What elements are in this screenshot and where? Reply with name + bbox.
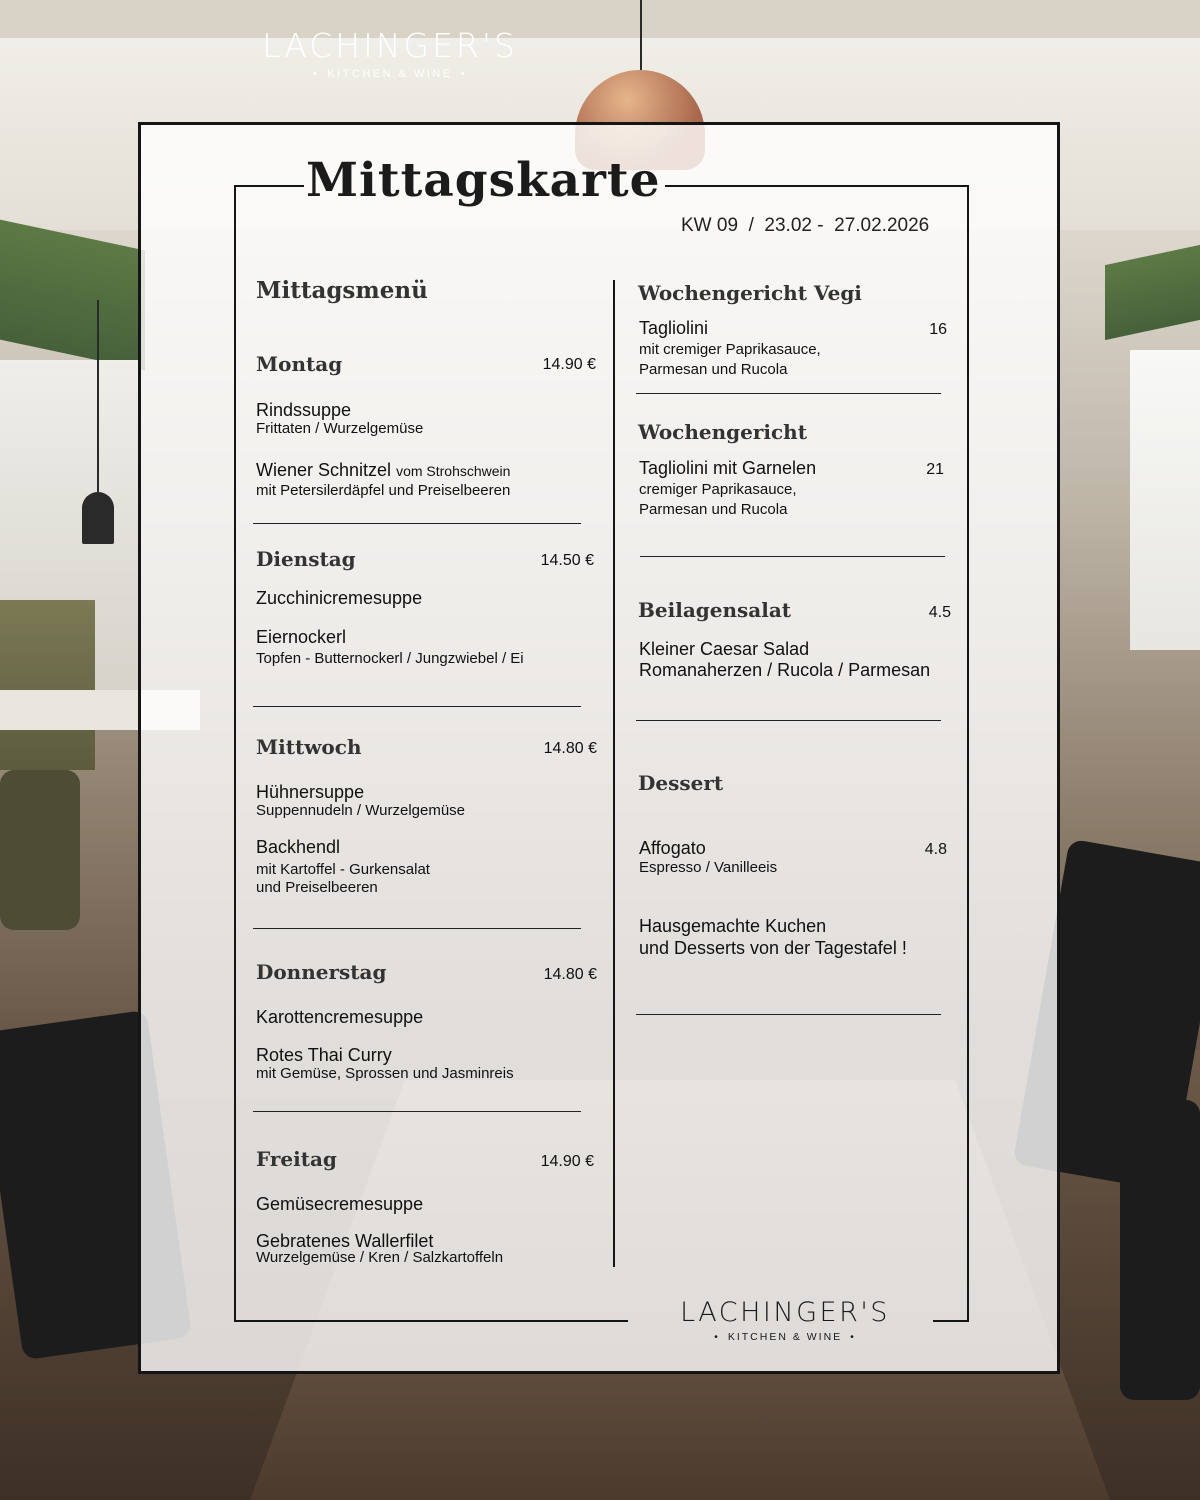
chair-right-front (1120, 1100, 1200, 1400)
bench-left (0, 600, 95, 770)
weekly-description: cremiger Paprikasauce, Parmesan und Rucola (639, 481, 797, 518)
pendant-cord (97, 300, 99, 492)
side-salad-dish: Kleiner Caesar Salad (639, 639, 810, 659)
weekly-vegi-price: 16 (929, 321, 947, 338)
day-heading: Donnerstag (256, 960, 387, 984)
day-heading: Dienstag (256, 547, 356, 571)
soup-name: Zucchinicremesuppe (256, 588, 423, 608)
main-dish-description: mit Kartoffel - Gurkensalat und Preiselbeeren (256, 861, 430, 896)
separator (253, 1111, 581, 1112)
soup-name: Gemüsecremesuppe (256, 1194, 424, 1214)
acoustic-panel-left (0, 220, 145, 371)
main-dish-description: mit Petersilerdäpfel und Preiselbeeren (256, 482, 511, 499)
dessert-note: Hausgemachte Kuchen und Desserts von der Tagestafel ! (639, 916, 907, 958)
separator (636, 720, 941, 721)
logo-wordmark: LACHINGER'S (680, 1297, 890, 1328)
logo-dot: • (460, 68, 468, 80)
logo-tagline: KITCHEN & WINE (727, 1331, 843, 1343)
day-heading: Mittwoch (256, 735, 362, 759)
window-right (1130, 350, 1200, 650)
separator (636, 1014, 941, 1015)
weekly-price: 21 (926, 461, 944, 478)
day-price: 14.80 € (543, 966, 597, 983)
soup-name: Rindssuppe (256, 400, 352, 420)
pendant-lamp (82, 492, 114, 544)
dessert-price: 4.8 (924, 841, 947, 858)
side-salad-description: Romanaherzen / Rucola / Parmesan (639, 660, 931, 680)
column-divider (613, 280, 615, 1267)
frame-line (933, 1320, 969, 1322)
weekly-vegi-dish: Tagliolini (639, 318, 709, 338)
main-dish-description: mit Gemüse, Sprossen und Jasminreis (256, 1065, 514, 1082)
day-heading: Freitag (256, 1147, 337, 1171)
separator (253, 928, 581, 929)
side-salad-price: 4.5 (928, 604, 951, 621)
frame-line (234, 185, 236, 1322)
day-heading: Montag (256, 352, 343, 376)
logo-wordmark: LACHINGER'S (262, 26, 518, 65)
soup-description: Frittaten / Wurzelgemüse (256, 420, 424, 437)
logo-tagline: KITCHEN & WINE (327, 68, 453, 80)
frame-line (665, 185, 969, 187)
menu-title: Mittagskarte (306, 153, 661, 208)
frame-line (234, 185, 304, 187)
main-dish-suffix: vom Strohschwein (396, 463, 511, 479)
soup-description: Suppennudeln / Wurzelgemüse (256, 802, 466, 819)
lunch-menu-heading: Mittagsmenü (256, 277, 428, 304)
main-dish-name: Eiernockerl (256, 627, 347, 647)
weekly-heading: Wochengericht (638, 420, 807, 444)
weekly-vegi-heading: Wochengericht Vegi (638, 281, 862, 305)
day-price: 14.90 € (540, 1153, 594, 1170)
main-dish-name: Rotes Thai Curry (256, 1045, 392, 1065)
soup-name: Hühnersuppe (256, 782, 365, 802)
separator (253, 523, 581, 524)
week-range: KW 09 / 23.02 - 27.02.2026 (681, 215, 930, 236)
main-dish-name: Backhendl (256, 837, 341, 857)
top-logo (240, 26, 540, 80)
logo-tagline-row (635, 1331, 935, 1343)
logo-dot: • (714, 1331, 720, 1343)
frame-line (234, 1320, 628, 1322)
dessert-description: Espresso / Vanilleeis (639, 859, 778, 876)
weekly-dish: Tagliolini mit Garnelen (639, 458, 817, 478)
main-dish-name: Gebratenes Wallerfilet (256, 1231, 434, 1251)
chair-left-back (0, 770, 80, 930)
separator (640, 556, 945, 557)
main-dish-description: Wurzelgemüse / Kren / Salzkartoffeln (256, 1249, 504, 1266)
side-salad-heading: Beilagensalat (638, 598, 792, 622)
main-dish-title: Wiener Schnitzel (256, 460, 392, 480)
dessert-heading: Dessert (638, 771, 724, 795)
day-price: 14.80 € (543, 740, 597, 757)
ceiling-beam (0, 0, 1200, 38)
bottom-logo (635, 1297, 935, 1343)
main-dish-description: Topfen - Butternockerl / Jungzwiebel / Ei (256, 650, 524, 667)
logo-dot: • (850, 1331, 856, 1343)
day-price: 14.90 € (542, 356, 596, 373)
logo-dot: • (312, 68, 320, 80)
weekly-vegi-description: mit cremiger Paprikasauce, Parmesan und Rucola (639, 341, 821, 378)
frame-line (967, 185, 969, 1322)
logo-tagline-row (240, 68, 540, 80)
separator (636, 393, 941, 394)
main-dish-name (256, 460, 510, 482)
acoustic-panel-right (1105, 245, 1200, 340)
day-price: 14.50 € (540, 552, 594, 569)
separator (253, 706, 581, 707)
menu-card (138, 122, 1060, 1374)
soup-name: Karottencremesuppe (256, 1007, 424, 1027)
lamp-cord (640, 0, 642, 70)
dessert-dish: Affogato (639, 838, 706, 858)
